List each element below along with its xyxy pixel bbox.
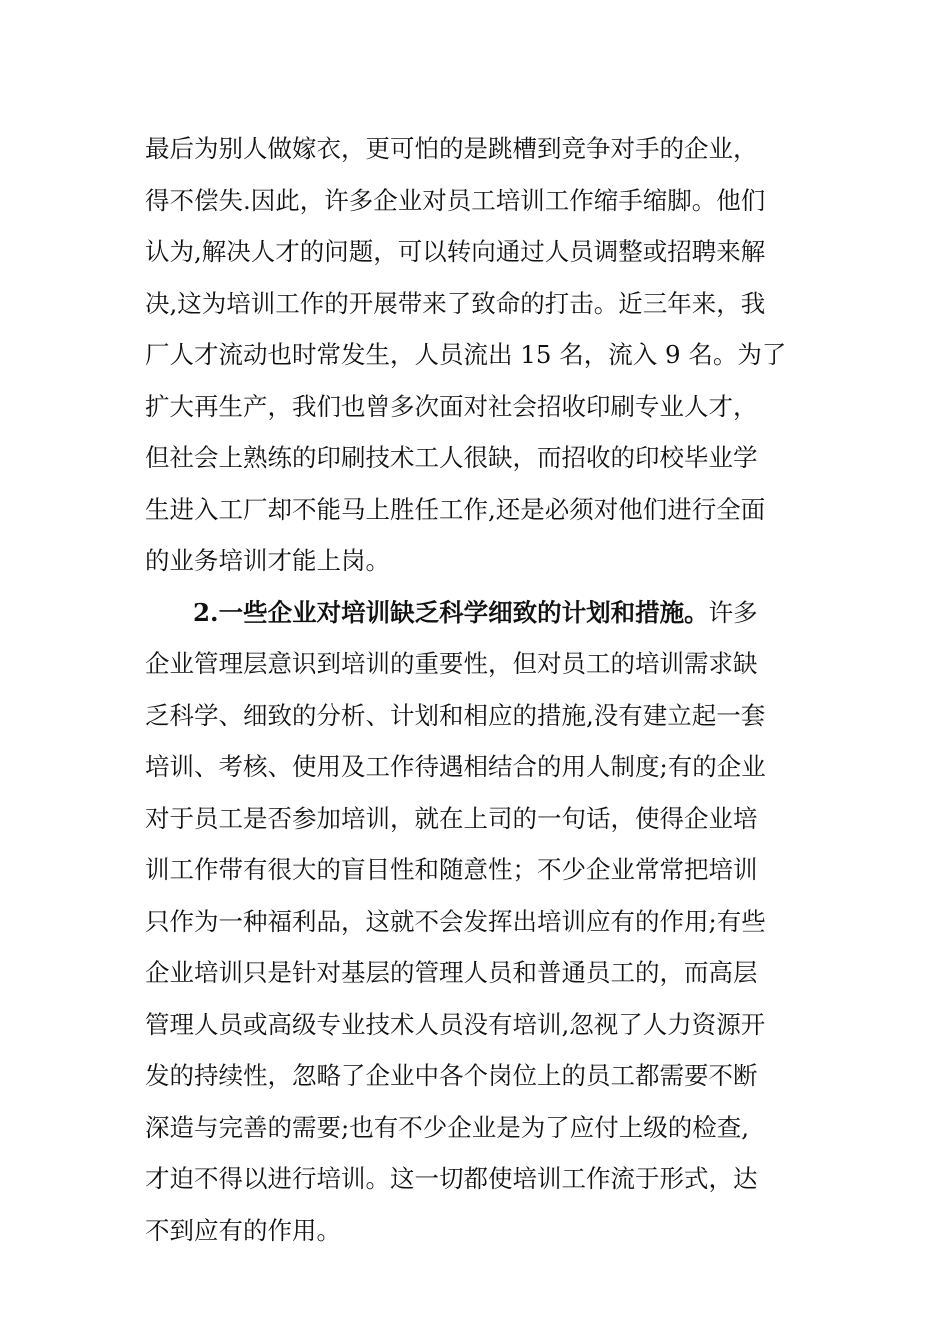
document-body bbox=[145, 123, 810, 1256]
paragraph-line: 训工作带有很大的盲目性和随意性；不少企业常常把培训 bbox=[145, 855, 758, 884]
paragraph-line: 的业务培训才能上岗。 bbox=[145, 546, 390, 575]
paragraph-line: 扩大再生产，我们也曾多次面对社会招收印刷专业人才， bbox=[145, 391, 758, 421]
section-heading: 2.一些企业对培训缺乏科学细致的计划和措施。 bbox=[193, 597, 709, 627]
paragraph-line: 厂人才流动也时常发生，人员流出 15 名，流入 9 名。为了 bbox=[145, 340, 787, 369]
paragraph-line: 乏科学、细致的分析、计划和相应的措施,没有建立起一套 bbox=[145, 700, 766, 730]
paragraph-line: 才迫不得以进行培训。这一切都使培训工作流于形式，达 bbox=[145, 1164, 758, 1193]
heading-continuation: 许多 bbox=[708, 597, 758, 627]
paragraph-line: 深造与完善的需要;也有不少企业是为了应付上级的检查, bbox=[145, 1112, 750, 1142]
paragraph-line: 企业培训只是针对基层的管理人员和普通员工的，而高层 bbox=[145, 958, 758, 987]
paragraph-line: 培训、考核、使用及工作待遇相结合的用人制度;有的企业 bbox=[145, 752, 766, 781]
paragraph-1 bbox=[145, 123, 810, 587]
paragraph-line: 企业管理层意识到培训的重要性，但对员工的培训需求缺 bbox=[145, 649, 758, 678]
paragraph-line: 管理人员或高级专业技术人员没有培训,忽视了人力资源开 bbox=[145, 1009, 766, 1039]
paragraph-first-line bbox=[145, 587, 810, 639]
paragraph-line: 只作为一种福利品，这就不会发挥出培训应有的作用;有些 bbox=[145, 906, 766, 936]
paragraph-line: 认为,解决人才的问题，可以转向通过人员调整或招聘来解 bbox=[145, 237, 766, 266]
paragraph-line: 生进入工厂却不能马上胜任工作,还是必须对他们进行全面 bbox=[145, 494, 766, 524]
paragraph-line: 最后为别人做嫁衣，更可怕的是跳槽到竞争对手的企业， bbox=[145, 134, 758, 163]
paragraph-line: 决,这为培训工作的开展带来了致命的打击。近三年来，我 bbox=[145, 288, 766, 318]
paragraph-line: 但社会上熟练的印刷技术工人很缺，而招收的印校毕业学 bbox=[145, 443, 758, 472]
paragraph-line: 不到应有的作用。 bbox=[145, 1215, 341, 1245]
paragraph-line: 发的持续性，忽略了企业中各个岗位上的员工都需要不断 bbox=[145, 1061, 758, 1090]
paragraph-line: 对于员工是否参加培训，就在上司的一句话，使得企业培 bbox=[145, 803, 758, 833]
paragraph-line: 得不偿失.因此，许多企业对员工培训工作缩手缩脚。他们 bbox=[145, 185, 766, 215]
paragraph-2 bbox=[145, 587, 810, 1257]
